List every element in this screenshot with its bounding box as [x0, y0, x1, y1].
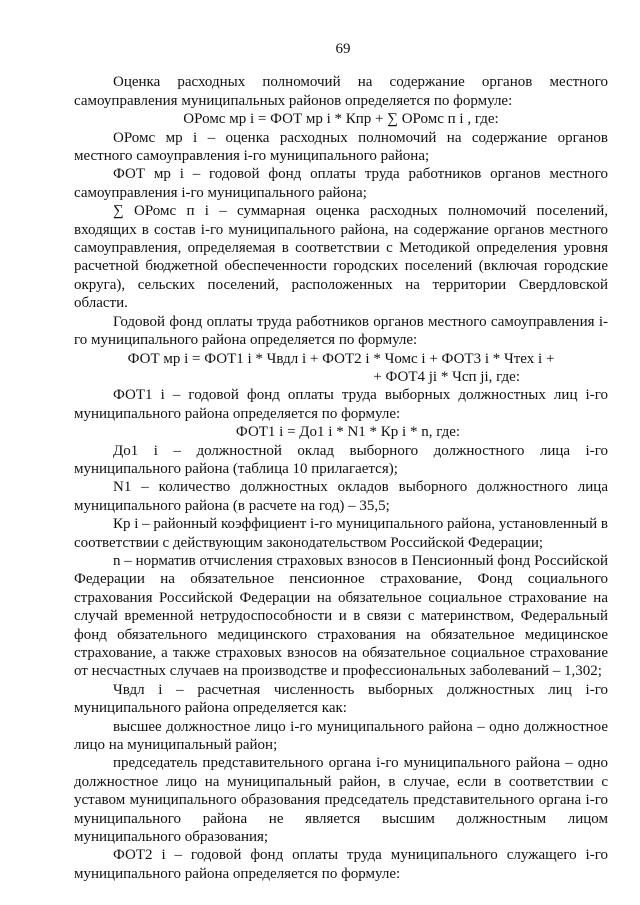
paragraph: председатель представительного органа i-го муниципального района – одно должностное лицо на муниципальный район, в случае, если в соответствии с уставом муниципального образования председатель представительного органа i-го муниципального района не является высшим должностным лицом муниципального образования; — [74, 755, 608, 846]
paragraph: N1 – количество должностных окладов выборного должностного лица муниципального района (в расчете на год) – 35,5; — [74, 479, 608, 514]
paragraph: Годовой фонд оплаты труда работников органов местного самоуправления i-го муниципального района определяется по формуле: — [74, 313, 608, 349]
paragraph: ∑ ОРомс п i – суммарная оценка расходных полномочий поселений, входящих в состав i-го муниципального района, на содержание органов местного самоуправления, определяемая в соответствии с Методикой определения уровня расчетной бюджетной обеспеченности городских поселений (включая городские округа), сельских поселений, расположенных на территории Свердловской области. — [74, 203, 608, 312]
paragraph: ФОТ2 i – годовой фонд оплаты труда муниципального служащего i-го муниципального района определяется по формуле: — [74, 847, 608, 882]
paragraph: n – норматив отчисления страховых взносов в Пенсионный фонд Российской Федерации на обязательное пенсионное страхование, Фонд социального страхования Российской Федерации на обязательное социальное страхование на случай временной нетрудоспособности и в связи с материнством, Федеральный фонд обязательного медицинского страхования на обязательное медицинское страхование, а также страховых взносов на обязательное социальное страхование от несчастных случаев на производстве и профессиональных заболеваний – 1,302; — [74, 552, 608, 680]
formula: ФОТ мр i = ФОТ1 i * Чвдл i + ФОТ2 i * Чомс i + ФОТ3 i * Чтех i + — [127, 350, 555, 367]
document-page — [74, 40, 608, 883]
paragraph: ФОТ мр i – годовой фонд оплаты труда работников органов местного самоуправления i-го муниципального района; — [74, 166, 608, 201]
formula: ОРомс мр i = ФОТ мр i * Кпр + ∑ ОРомс п i , где: — [183, 111, 499, 128]
page-number: 69 — [335, 41, 351, 57]
formula-continuation: + ФОТ4 ji * Чсп ji, где: — [373, 368, 520, 385]
paragraph: Кр i – районный коэффициент i-го муниципального района, установленный в соответствии с действующим законодательством Российской Федерации; — [74, 516, 608, 551]
paragraph: высшее должностное лицо i-го муниципального района – одно должностное лицо на муниципальный район; — [74, 718, 608, 754]
paragraph: Оценка расходных полномочий на содержание органов местного самоуправления муниципальных районов определяется по формуле: — [74, 74, 608, 109]
paragraph: ФОТ1 i – годовой фонд оплаты труда выборных должностных лиц i-го муниципального района определяется по формуле: — [74, 387, 608, 422]
paragraph: Чвдл i – расчетная численность выборных должностных лиц i-го муниципального района определяется как: — [74, 681, 608, 717]
document-body — [74, 73, 608, 883]
paragraph: До1 i – должностной оклад выборного должностного лица i-го муниципального района (таблица 10 прилагается); — [74, 442, 608, 477]
paragraph: ОРомс мр i – оценка расходных полномочий на содержание органов местного самоуправления i-го муниципального района; — [74, 129, 608, 165]
formula: ФОТ1 i = До1 i * N1 * Кр i * n, где: — [235, 424, 461, 441]
